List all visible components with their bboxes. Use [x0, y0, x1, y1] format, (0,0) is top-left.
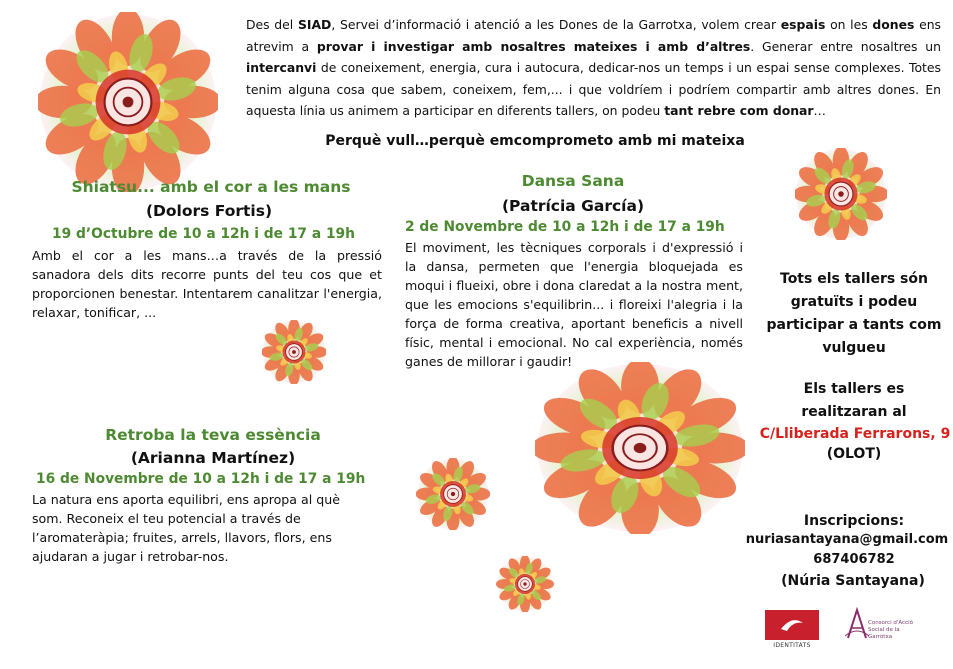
workshop-description: Amb el cor a les mans…a través de la pressió sanadora dels dits recorre punts del teu cos que et proporcionen benestar. Intentarem canalitzar l'energia, relaxar, tonificar, ... — [32, 248, 382, 320]
contact-name: (Núria Santayana) — [781, 573, 925, 589]
identitats-mark-icon — [777, 615, 807, 635]
workshop-date: 16 de Novembre de 10 a 12h i de 17 a 19h — [36, 471, 366, 487]
workshop-shiatsu — [30, 178, 388, 322]
venue-city: (OLOT) — [826, 446, 882, 462]
free-notice: Tots els tallers són gratuïts i podeu participar a tants com vulgueu — [766, 271, 942, 356]
mandala-middle-left — [262, 320, 326, 384]
venue-intro: Els tallers es realitzaran al — [801, 381, 907, 420]
workshop-dansa — [402, 172, 744, 371]
consorci-logo-text: Consorci d'Acció Social de la Garrotxa — [868, 620, 913, 640]
consorci-logo — [838, 606, 924, 656]
workshop-description: La natura ens aporta equilibri, ens apropa al què som. Reconeix el teu potencial a través de l’aromateràpia; fruites, arrels, llavors, flors, ens ajudaran a jugar i retrobar-nos. — [32, 492, 340, 564]
mandala-large — [535, 362, 745, 534]
workshop-date: 2 de Novembre de 10 a 12h i de 17 a 19h — [405, 219, 725, 235]
mandala-small-1 — [416, 458, 490, 530]
motto: Perquè vull…perquè emcomprometo amb mi mateixa — [325, 133, 745, 149]
siad-label: SIAD — [297, 17, 332, 32]
workshop-teacher: (Arianna Martínez) — [130, 449, 296, 467]
identitats-logo — [765, 610, 819, 654]
intro-paragraph: Des del SIAD, Servei d’informació i atenció a les Dones de la Garrotxa, volem crear espais on les dones ens atrevim a provar i investigar amb nosaltres mateixes i amb d’altres. Generar entre nosaltres un intercanvi de coneixement, energia, cura i autocura, dedicar-nos un temps i un espai sense complexes. Totes tenim alguna cosa que sabem, coneixem, fem,... i que voldríem i podríem compartir amb altres dones. En aquesta línia us animem a participar en diferents tallers, on podeu tant rebre com donar… — [246, 17, 942, 118]
venue-address: C/Lliberada Ferrarons, 9 — [759, 426, 951, 442]
contact-phone: 687406782 — [813, 552, 895, 567]
workshop-retroba — [30, 426, 392, 566]
mandala-right — [795, 148, 887, 240]
workshop-title: Dansa Sana — [521, 172, 625, 190]
workshop-date: 19 d’Octubre de 10 a 12h i de 17 a 19h — [52, 226, 355, 242]
mandala-top-left — [38, 12, 218, 192]
workshop-teacher: (Dolors Fortis) — [145, 202, 273, 220]
workshop-title: Shiatsu... amb el cor a les mans — [71, 178, 351, 196]
workshop-teacher: (Patrícia García) — [501, 197, 645, 215]
registration-label: Inscripcions: — [803, 513, 905, 529]
identitats-logo-text: IDENTITATS — [773, 642, 811, 649]
mandala-small-2 — [496, 556, 554, 612]
workshop-description: El moviment, les tècniques corporals i d'expressió i la dansa, permeten que l'energia bloquejada es moqui i flueixi, obre i dona claredat a la nostra ment, que les emocions s'equilibrin... i floreixi l'alegria i la força de forma creativa, aportant beneficis a nivell físic, mental i emocional. No cal experiència, només ganes de millorar i gaudir! — [405, 240, 743, 369]
workshop-title: Retroba la teva essència — [105, 426, 321, 444]
contact-email[interactable]: nuriasantayana@gmail.com — [745, 532, 949, 547]
